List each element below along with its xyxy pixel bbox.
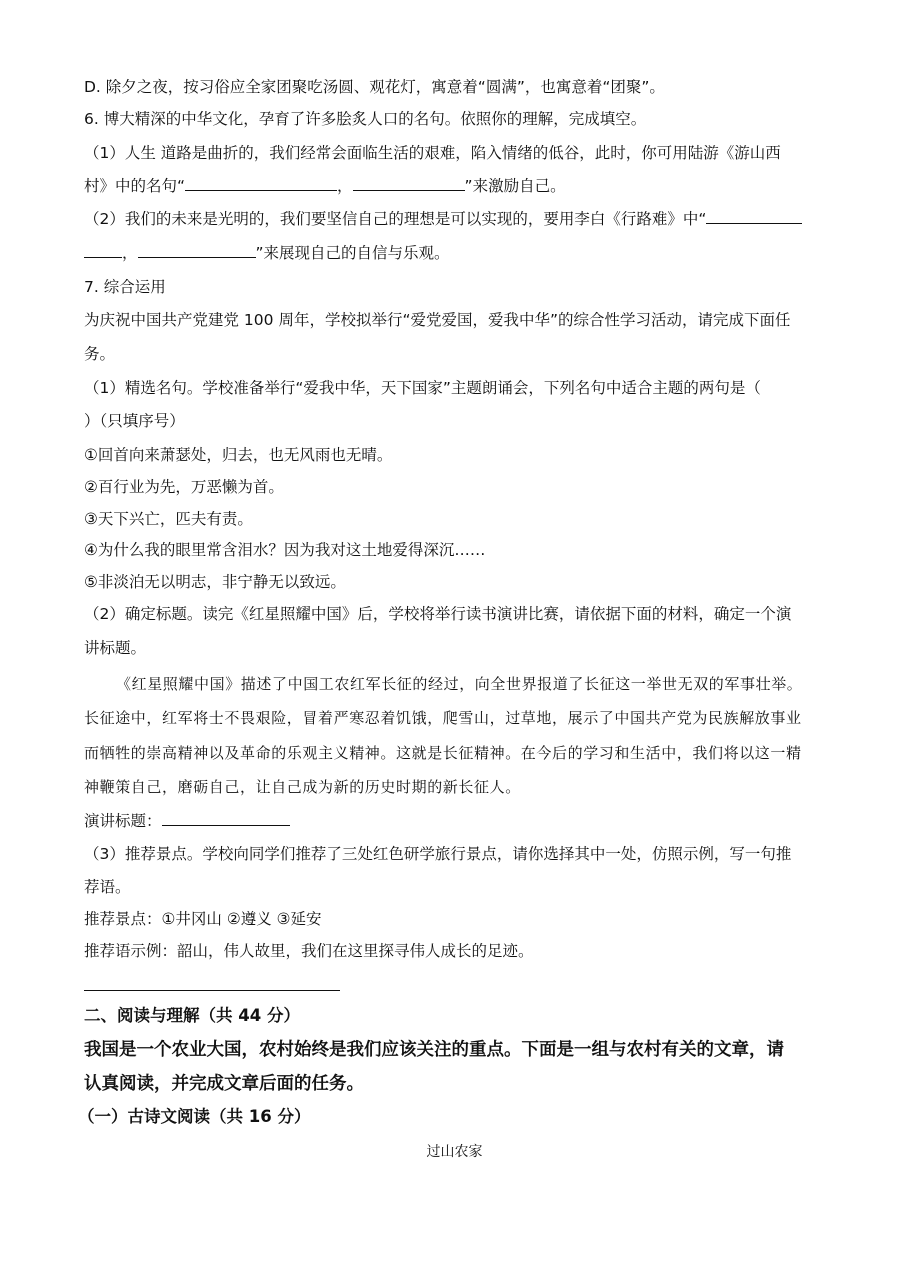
q7-s3-line1: （3）推荐景点。学校向同学们推荐了三处红色研学旅行景点，请你选择其中一处，仿照示例，写一句推: [84, 845, 792, 863]
material-line: 长征途中，红军将士不畏艰险，冒着严寒忍着饥饿，爬雪山，过草地，展示了中国共产党为民族解放事业: [84, 709, 802, 727]
material-line: 《红星照耀中国》描述了中国工农红军长征的经过，向全世界报道了长征这一举世无双的军事壮举。: [116, 675, 803, 693]
q6-part1-prefix: 村》中的名句“: [84, 177, 186, 195]
q6-part2-comma: ，: [122, 244, 138, 262]
option-item: ⑤非淡泊无以明志，非宁静无以致远。: [84, 573, 346, 591]
answer-blank[interactable]: [84, 243, 122, 258]
q7-s1-line1: （1）精选名句。学校准备举行“爱我中华，天下国家”主题朗诵会，下列名句中适合主题的两句是（: [84, 379, 761, 397]
speech-title-row: [84, 810, 290, 832]
speech-title-label: 演讲标题：: [84, 812, 162, 830]
q6-part1-suffix: ”来激励自己。: [464, 177, 566, 195]
q7-intro-line2: 务。: [84, 345, 116, 363]
q7-s1-line2: ）（只填序号）: [84, 412, 185, 430]
q6-title: 6. 博大精深的中华文化，孕育了许多脍炙人口的名句。依照你的理解，完成填空。: [84, 110, 647, 128]
material-line: 神鞭策自己，磨砺自己，让自己成为新的历史时期的新长征人。: [84, 778, 521, 796]
answer-blank[interactable]: [185, 176, 337, 191]
answer-line[interactable]: [84, 990, 340, 991]
poem-title: 过山农家: [426, 1144, 483, 1160]
q6-part2-line1: [84, 208, 802, 230]
option-item: ①回首向来萧瑟处，归去，也无风雨也无晴。: [84, 446, 393, 464]
q7-title: 7. 综合运用: [84, 278, 166, 296]
answer-blank[interactable]: [706, 209, 802, 224]
q6-part1-line2: [84, 175, 566, 197]
answer-blank[interactable]: [353, 176, 465, 191]
option-item: ②百行业为先，万恶懒为首。: [84, 478, 284, 496]
q7-s2-line2: 讲标题。: [84, 639, 147, 657]
q6-part1-line1: （1）人生 道路是曲折的，我们经常会面临生活的艰难，陷入情绪的低谷，此时，你可用陆游《游山西: [84, 144, 781, 162]
material-line: 而牺牲的崇高精神以及革命的乐观主义精神。这就是长征精神。在今后的学习和生活中，我们将以这一精: [84, 744, 802, 762]
q6-part2-suffix: ”来展现自己的自信与乐观。: [255, 244, 450, 262]
answer-blank[interactable]: [162, 811, 290, 826]
recommended-spots: 推荐景点：①井冈山 ②遵义 ③延安: [84, 910, 322, 928]
q7-s3-line2: 荐语。: [84, 878, 131, 896]
q7-intro-line1: 为庆祝中国共产党建党 100 周年，学校拟举行“爱党爱国，爱我中华”的综合性学习活动，请完成下面任: [84, 311, 791, 329]
recommendation-example: 推荐语示例：韶山，伟人故里，我们在这里探寻伟人成长的足迹。: [84, 942, 534, 960]
q6-part2-text: （2）我们的未来是光明的，我们要坚信自己的理想是可以实现的，要用李白《行路难》中“: [84, 210, 707, 228]
q6-part2-line2: [84, 242, 450, 264]
section2-intro-line2: 认真阅读，并完成文章后面的任务。: [84, 1074, 364, 1094]
q6-part1-comma: ，: [337, 177, 353, 195]
answer-blank[interactable]: [138, 243, 256, 258]
option-d: D. 除夕之夜，按习俗应全家团聚吃汤圆、观花灯，寓意着“圆满”，也寓意着“团聚”。: [84, 78, 665, 96]
section2-subheading: （一）古诗文阅读（共 16 分）: [78, 1107, 311, 1126]
q7-s2-line1: （2）确定标题。读完《红星照耀中国》后，学校将举行读书演讲比赛，请依据下面的材料，确定一个演: [84, 605, 792, 623]
option-item: ④为什么我的眼里常含泪水？因为我对这土地爱得深沉……: [84, 541, 486, 559]
section2-intro-line1: 我国是一个农业大国，农村始终是我们应该关注的重点。下面是一组与农村有关的文章，请: [84, 1040, 784, 1060]
section2-heading: 二、阅读与理解（共 44 分）: [84, 1006, 300, 1025]
option-item: ③天下兴亡，匹夫有责。: [84, 510, 253, 528]
